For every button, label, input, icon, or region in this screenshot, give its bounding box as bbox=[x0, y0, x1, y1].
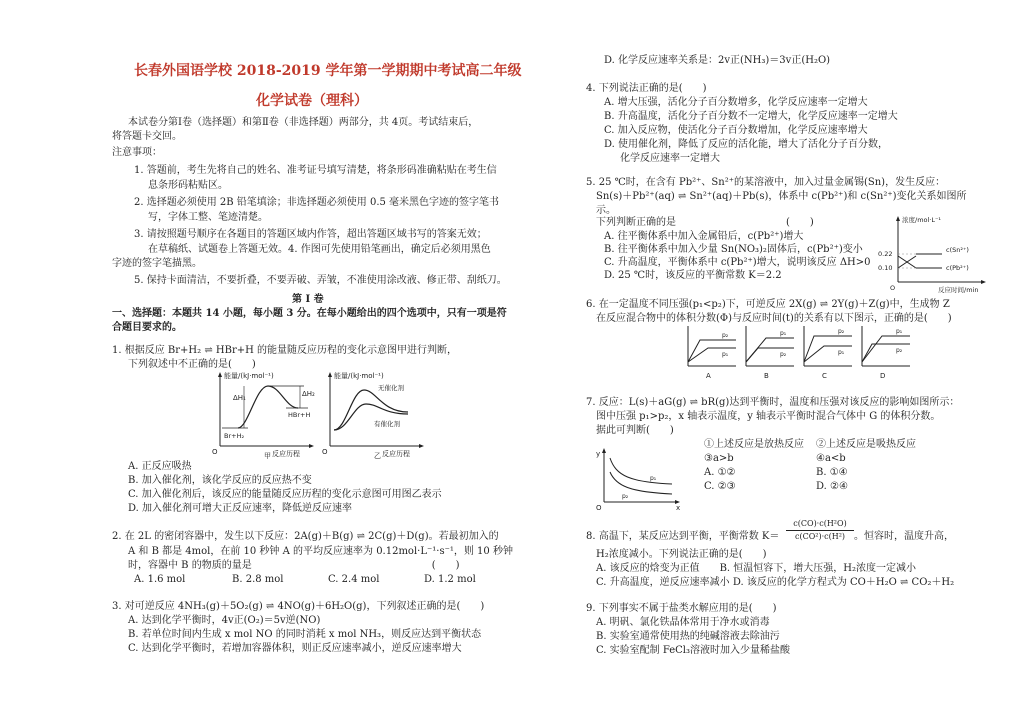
q6-label-b: B bbox=[764, 372, 769, 380]
q5-ylabel: 浓度/mol·L⁻¹ bbox=[902, 216, 942, 224]
q5-pb-label: c(Pb²⁺) bbox=[946, 264, 969, 272]
q2-option-a: A. 1.6 mol bbox=[134, 574, 186, 585]
notes-title: 注意事项： bbox=[112, 147, 162, 158]
note-2b: 写，字体工整、笔迹清楚。 bbox=[148, 212, 268, 223]
q6b-p2: p₂ bbox=[780, 351, 787, 358]
q4-option-d1: D. 使用催化剂，降低了反应的活化能，增大了活化分子百分数， bbox=[604, 139, 889, 150]
q1b-caption: 乙 bbox=[374, 452, 381, 460]
q6-graph-b bbox=[740, 322, 798, 380]
q1a-ylabel: 能量/(kJ·mol⁻¹) bbox=[224, 372, 274, 380]
q5-tick-010: 0.10 bbox=[878, 264, 893, 272]
q3-option-c: C. 达到化学平衡时，若增加容器体积，则正反应速率减小，逆反应速率增大 bbox=[128, 643, 462, 654]
q5-graph bbox=[872, 212, 990, 294]
q1-option-a: A. 正反应吸热 bbox=[128, 461, 192, 472]
q1a-reactant: Br+H₂ bbox=[224, 432, 245, 440]
note-2a: 2. 选择题必须使用 2B 铅笔填涂；非选择题必须使用 0.5 毫米黑色字迹的签字笔书 bbox=[134, 197, 500, 208]
q4-option-c: C. 加入反应物，使活化分子百分数增加，化学反应速率增大 bbox=[604, 125, 868, 136]
q1-stem1: 1. 根据反应 Br+H₂ ⇌ HBr+H 的能量随反应历程的变化示意图甲进行判断， bbox=[112, 345, 457, 356]
q2-option-b: B. 2.8 mol bbox=[232, 574, 284, 585]
q5-stem4: 下列判断正确的是 ( ) bbox=[596, 217, 814, 228]
q1-option-d: D. 加入催化剂可增大正反应速率，降低逆反应速率 bbox=[128, 503, 353, 514]
q8-stem-b: 。恒容时，温度升高， bbox=[854, 531, 954, 542]
exam-subtitle: 化学试卷（理科） bbox=[256, 93, 368, 109]
q7-p2: p₂ bbox=[622, 493, 629, 500]
q4-stem: 4. 下列说法正确的是( ) bbox=[586, 83, 707, 94]
q1a-origin: O bbox=[212, 448, 218, 456]
q5-option-c: C. 升高温度，平衡体系中 c(Pb²⁺)增大，说明该反应 ΔH>0 bbox=[604, 257, 871, 268]
q8-option-cd: C. 升高温度，逆反应速率减小 D. 该反应的化学方程式为 CO＋H₂O ⇌ CO₂＋H₂ bbox=[596, 577, 955, 588]
q6-label-a: A bbox=[706, 372, 711, 380]
q5-tick-022: 0.22 bbox=[878, 250, 893, 258]
q4-option-b: B. 升高温度，活化分子百分数不一定增大，化学反应速率一定增大 bbox=[604, 111, 898, 122]
section1-line1: 一、选择题：本题共 14 小题，每小题 3 分。在每小题给出的四个选项中，只有一项是符 bbox=[112, 308, 507, 319]
q6c-p2: p₂ bbox=[838, 328, 845, 335]
q5-origin: O bbox=[890, 284, 896, 292]
q6-graph-a bbox=[682, 322, 740, 380]
q2-option-c: C. 2.4 mol bbox=[328, 574, 380, 585]
q5-stem3: 示。 bbox=[596, 205, 616, 216]
q3-option-a: A. 达到化学平衡时，4v正(O₂)＝5v逆(NO) bbox=[128, 615, 321, 626]
q2-option-d: D. 1.2 mol bbox=[424, 574, 476, 585]
intro-line2: 将答题卡交回。 bbox=[112, 131, 182, 142]
q7-option-b: B. ①④ bbox=[816, 467, 848, 478]
q1b-cat: 有催化剂 bbox=[374, 420, 400, 428]
q5-sn-label: c(Sn²⁺) bbox=[946, 246, 969, 254]
q7-stem3: 据此可判断( ) bbox=[596, 425, 674, 436]
q1a-h2: ΔH₂ bbox=[302, 390, 315, 398]
q6a-p2: p₂ bbox=[722, 332, 729, 339]
q7-origin: O bbox=[596, 504, 602, 512]
q7-y-axis: y bbox=[596, 450, 601, 458]
note-1a: 1. 答题前，考生先将自己的姓名、准考证号填写清楚，将条形码准确粘贴在考生信 bbox=[134, 165, 497, 176]
q6d-p2: p₂ bbox=[896, 347, 903, 354]
q8-fraction bbox=[786, 518, 854, 543]
q5-stem1: 5. 25 ℃时，在含有 Pb²⁺、Sn²⁺的某溶液中，加入过量金属锡(Sn)，发生反应： bbox=[586, 177, 946, 188]
q1a-xlabel: 反应历程 bbox=[272, 450, 300, 458]
q1-graph-a bbox=[208, 368, 318, 460]
q6-stem1: 6. 在一定温度不同压强(p₁<p₂)下，可逆反应 2X(g) ⇌ 2Y(g)＋Z(g)中，生成物 Z bbox=[586, 299, 950, 310]
q6c-p1: p₁ bbox=[838, 349, 845, 356]
q1b-ylabel: 能量/(kJ·mol⁻¹) bbox=[334, 372, 384, 380]
q7-option-a: A. ①② bbox=[704, 467, 736, 478]
q1-option-c: C. 加入催化剂后，该反应的能量随反应历程的变化示意图可用图乙表示 bbox=[128, 489, 442, 500]
q7-option-c: C. ②③ bbox=[704, 481, 736, 492]
q7-stem2: 图中压强 p₁>p₂，x 轴表示温度，y 轴表示平衡时混合气体中 G 的体积分数。 bbox=[596, 411, 941, 422]
q9-stem: 9. 下列事实不属于盐类水解应用的是( ) bbox=[586, 603, 777, 614]
q5-stem2: Sn(s)＋Pb²⁺(aq) ⇌ Sn²⁺(aq)＋Pb(s)，体系中 c(Pb²⁺)和 c(Sn²⁺)变化关系如图所 bbox=[596, 191, 967, 202]
q7-opt4: ④a<b bbox=[816, 453, 846, 464]
q1-graph-b bbox=[318, 368, 428, 460]
note-3a: 3. 请按照题号顺序在各题目的答题区域内作答，超出答题区域书写的答案无效； bbox=[134, 229, 487, 240]
note-1b: 息条形码粘贴区。 bbox=[148, 180, 228, 191]
q1a-h1: ΔH₁ bbox=[233, 394, 246, 402]
q6-label-c: C bbox=[822, 372, 827, 380]
q5-option-d: D. 25 ℃时，该反应的平衡常数 K＝2.2 bbox=[604, 270, 782, 281]
q6b-p1: p₁ bbox=[780, 330, 787, 337]
q9-option-a: A. 明矾、氯化铁晶体常用于净水或消毒 bbox=[596, 617, 770, 628]
q4-option-a: A. 增大压强，活化分子百分数增多，化学反应速率一定增大 bbox=[604, 97, 868, 108]
q3-option-b: B. 若单位时间内生成 x mol NO 的同时消耗 x mol NH₃，则反应达到平衡状态 bbox=[128, 629, 482, 640]
q8-stem2: H₂浓度减小。下列说法正确的是( ) bbox=[596, 549, 767, 560]
q5-option-b: B. 往平衡体系中加入少量 Sn(NO₃)₂固体后，c(Pb²⁺)变小 bbox=[604, 244, 863, 255]
q7-opt2: ②上述反应是吸热反应 bbox=[816, 439, 916, 450]
q1a-product: HBr+H bbox=[288, 411, 311, 419]
q8-denominator: c(CO²)·c(H²) bbox=[794, 532, 846, 541]
q7-opt1: ①上述反应是放热反应 bbox=[704, 439, 804, 450]
q1b-xlabel: 反应历程 bbox=[382, 450, 410, 458]
q6a-p1: p₁ bbox=[722, 351, 729, 358]
q7-p1: p₁ bbox=[650, 475, 657, 482]
q1-stem2: 下列叙述中不正确的是( ) bbox=[128, 359, 256, 370]
q6-stem2: 在反应混合物中的体积分数(Φ)与反应时间(t)的关系有以下图示，正确的是( ) bbox=[596, 313, 952, 324]
q4-option-d2: 化学反应速率一定增大 bbox=[620, 153, 720, 164]
q7-option-d: D. ②④ bbox=[816, 481, 848, 492]
q1b-origin: O bbox=[322, 448, 328, 456]
intro-line1: 本试卷分第Ⅰ卷（选择题）和第Ⅱ卷（非选择题）两部分，共 4页。考试结束后， bbox=[128, 117, 479, 128]
q6-graph-d bbox=[856, 322, 914, 380]
section1-line2: 合题目要求的。 bbox=[112, 322, 182, 333]
q8-numerator: c(CO)·c(H²O) bbox=[786, 518, 854, 531]
note-3c: 字迹的签字笔描黑。 bbox=[112, 258, 202, 269]
q5-option-a: A. 往平衡体系中加入金属铅后，c(Pb²⁺)增大 bbox=[604, 231, 804, 242]
q7-x-axis: x bbox=[676, 504, 681, 512]
note-3b: 在草稿纸、试题卷上答题无效。4. 作图可先使用铅笔画出，确定后必须用黑色 bbox=[148, 244, 491, 255]
q2-stem3: 时，容器中 B 的物质的量是 ( ) bbox=[128, 560, 460, 571]
q2-stem1: 2. 在 2L 的密闭容器中，发生以下反应：2A(g)＋B(g) ⇌ 2C(g)＋D(g)。若最初加入的 bbox=[112, 531, 499, 542]
q7-graph bbox=[594, 446, 684, 512]
note-5: 5. 保持卡面清洁，不要折叠，不要弄破、弄皱，不准使用涂改液、修正带、刮纸刀。 bbox=[134, 275, 507, 286]
q9-option-c: C. 实验室配制 FeCl₃溶液时加入少量稀盐酸 bbox=[596, 645, 790, 656]
q3-stem: 3. 对可逆反应 4NH₃(g)＋5O₂(g) ⇌ 4NO(g)＋6H₂O(g)，下列叙述正确的是( ) bbox=[112, 601, 485, 612]
q8-stem-a: 8. 高温下，某反应达到平衡，平衡常数 K＝ bbox=[586, 531, 780, 542]
q3-option-d: D. 化学反应速率关系是：2v正(NH₃)＝3v正(H₂O) bbox=[604, 55, 831, 66]
q5-xlabel: 反应时间/min bbox=[938, 286, 979, 294]
q1-option-b: B. 加入催化剂，该化学反应的反应热不变 bbox=[128, 475, 312, 486]
q6-graph-c bbox=[798, 322, 856, 380]
q9-option-b: B. 实验室通常使用热的纯碱溶液去除油污 bbox=[596, 631, 780, 642]
exam-title: 长春外国语学校 2018-2019 学年第一学期期中考试高二年级 bbox=[134, 63, 522, 79]
q1a-caption: 甲 bbox=[264, 452, 271, 460]
q2-stem2: A 和 B 都是 4mol，在前 10 秒钟 A 的平均反应速率为 0.12mol·L⁻¹·s⁻¹，则 10 秒钟 bbox=[128, 546, 513, 557]
q1b-nocat: 无催化剂 bbox=[378, 384, 404, 392]
part1-title: 第 Ⅰ 卷 bbox=[292, 294, 324, 305]
q6-label-d: D bbox=[880, 372, 886, 380]
q8-option-ab: A. 该反应的焓变为正值 B. 恒温恒容下，增大压强，H₂浓度一定减小 bbox=[596, 563, 917, 574]
q7-stem1: 7. 反应：L(s)＋aG(g) ⇌ bR(g)达到平衡时，温度和压强对该反应的影响如图所示： bbox=[586, 397, 960, 408]
q7-opt3: ③a>b bbox=[704, 453, 734, 464]
q6d-p1: p₁ bbox=[896, 328, 903, 335]
